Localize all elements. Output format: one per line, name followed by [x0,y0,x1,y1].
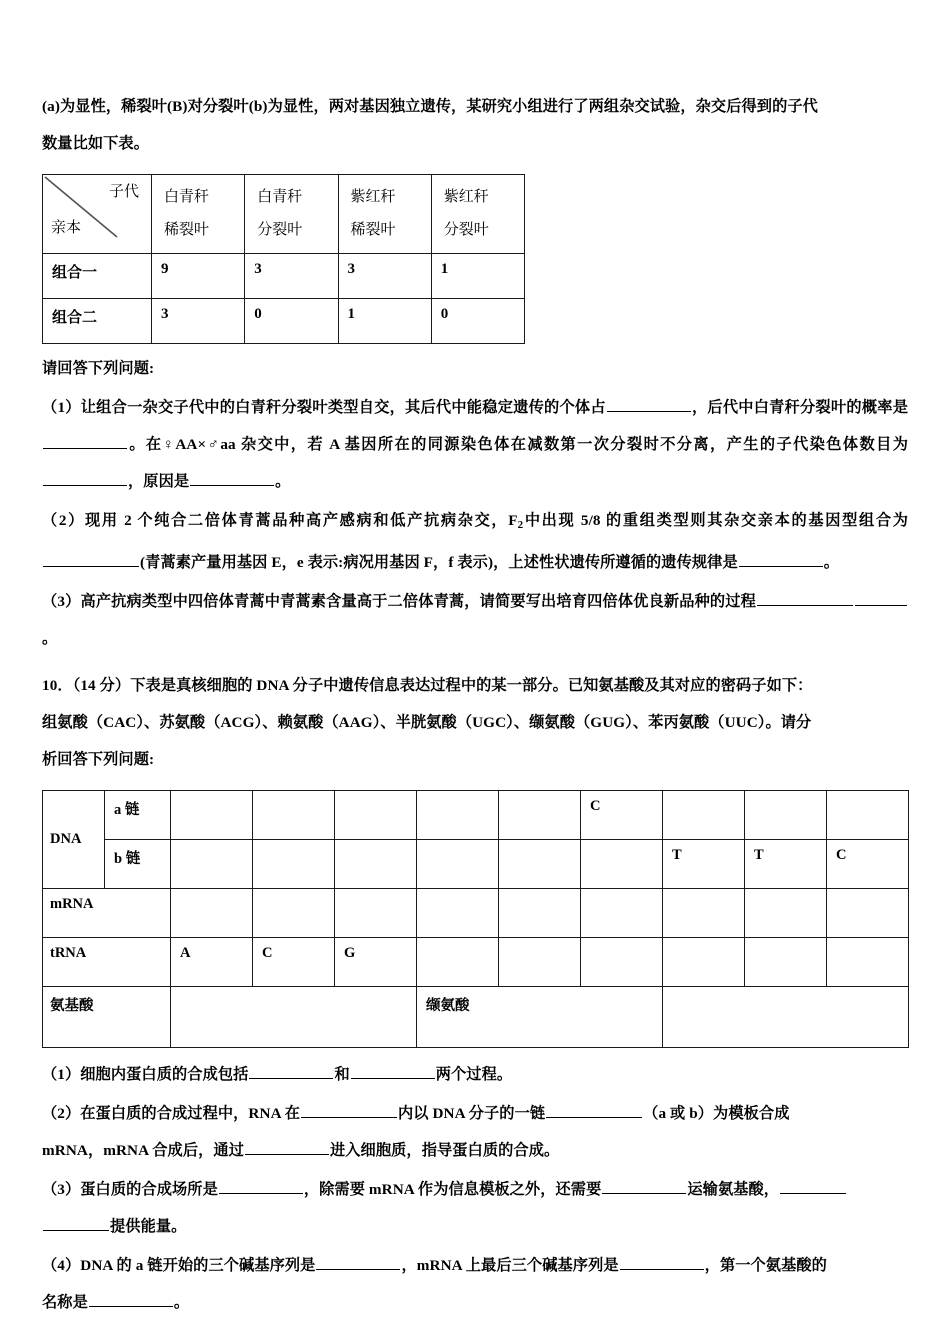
column-header-3-line2: 稀裂叶 [350,222,396,238]
question-10-part-1 [42,1056,908,1093]
table-row-trna [43,938,909,987]
q9-p1-text-g: 。 [275,473,291,490]
q9-p1-text-f: ，原因是 [128,473,190,490]
q10-sub3-text-b: ，除需要 mRNA 作为信息模板之外，还需要 [303,1181,602,1199]
cell-aa-group-1[interactable] [171,987,417,1048]
row-label-dna: DNA [43,791,105,889]
q10-sub2-text-e: 进入细胞质，指导蛋白质的合成。 [329,1142,560,1160]
q10-sub1-text-b: 和 [334,1066,350,1084]
answer-blank[interactable] [316,1253,400,1270]
column-header-1-line2: 稀裂叶 [164,222,210,238]
cell-mrna-6[interactable] [581,889,663,938]
q10-sub3-text-d: 提供能量。 [110,1218,187,1236]
intro-paragraph [42,88,908,125]
answer-blank[interactable] [351,1062,435,1079]
answer-prompt: 请回答下列问题: [42,360,155,377]
row-label-combination-2: 组合二 [43,299,152,344]
q10-stem-line-3: 析回答下列问题: [42,751,155,769]
column-header-2-line1: 白青秆 [257,189,303,205]
answer-blank[interactable] [190,469,274,486]
answer-blank[interactable] [855,589,907,606]
cell-a-6[interactable]: C [581,791,663,840]
column-header-4-line2: 分裂叶 [443,222,489,238]
q10-sub4-text-d: 名称是 [42,1294,88,1312]
cell-b-5[interactable] [499,840,581,889]
row-label-chain-b: b 链 [105,840,171,889]
cell-trna-3[interactable]: G [335,938,417,987]
column-header-2-line2: 分裂叶 [257,222,303,238]
intro-line-2: 数量比如下表。 [42,135,150,152]
answer-blank[interactable] [780,1177,846,1194]
intro-paragraph-cont [42,125,908,162]
cell-b-7[interactable]: T [663,840,745,889]
q10-sub2-text-b: 内以 DNA 分子的一链 [397,1105,546,1123]
q9-p1-text-d: 。在♀AA×♂aa 杂交中，若 A 基因所在的同源染色体在减数第一次分裂时不分离，产生的子代 [128,436,810,453]
cell-trna-2[interactable]: C [253,938,335,987]
cell-mrna-8[interactable] [745,889,827,938]
answer-blank[interactable] [301,1101,397,1118]
cell-b-2[interactable] [253,840,335,889]
q9-p2-subscript: 2 [517,519,524,532]
q9-p1-text-e: 染色体数目为 [809,436,908,453]
cell-trna-1[interactable]: A [171,938,253,987]
question-10-part-3 [42,1171,908,1208]
answer-blank[interactable] [245,1138,329,1155]
cell-b-1[interactable] [171,840,253,889]
gene-expression-table [42,790,909,1048]
row-label-mrna: mRNA [43,889,171,938]
column-header-3 [338,175,431,254]
cell-a-3[interactable] [335,791,417,840]
question-10-stem-cont [42,704,908,741]
cell-trna-8[interactable] [745,938,827,987]
cell-a-5[interactable] [499,791,581,840]
question-9-part-1 [42,389,908,500]
cell-a-1[interactable] [171,791,253,840]
q10-stem-line-2: 组氨酸（CAC）、苏氨酸（ACG）、赖氨酸（AAG）、半胱氨酸（UGC）、缬氨酸（GUG）、苯丙氨酸（UUC）。请分 [42,714,812,732]
answer-blank[interactable] [602,1177,686,1194]
column-header-3-line1: 紫红秆 [350,189,396,205]
q10-sub2-text-c: （a 或 b）为模板合成 [643,1105,790,1123]
answer-blank[interactable] [43,1214,109,1231]
cell-mrna-5[interactable] [499,889,581,938]
intro-line-1: (a)为显性，稀裂叶(B)对分裂叶(b)为显性，两对基因独立遗传，某研究小组进行了两组杂交试验，杂交后得到的子代 [42,98,818,115]
cell-b-6[interactable] [581,840,663,889]
q10-sub3-text-c: 运输氨基酸， [687,1181,780,1199]
page-content [42,88,908,1321]
answer-blank[interactable] [757,589,853,606]
cell-r1c1: 9 [152,254,245,299]
cell-r2c2: 0 [245,299,338,344]
q10-sub4-text-e: 。 [173,1294,190,1312]
q9-p1-text-a: （1）让组合一杂交子代中的白青秆分裂叶类型自交，其后代中能稳定遗传的个体占 [42,399,606,416]
q10-sub4-text-a: （4）DNA 的 a 链开始的三个碱基序列是 [42,1257,316,1275]
cell-trna-6[interactable] [581,938,663,987]
q9-p1-text-c: 叶的概率是 [830,399,908,416]
column-header-4-line1: 紫红秆 [443,189,489,205]
table-row-amino-acid [43,987,909,1048]
cell-mrna-7[interactable] [663,889,745,938]
cell-a-9[interactable] [827,791,909,840]
cell-aa-group-3[interactable] [663,987,909,1048]
q9-p1-text-b: ，后代中白青秆分裂 [691,399,831,416]
corner-label-parent: 亲本 [51,220,82,236]
q9-p2-text-d: 。 [823,554,840,572]
column-header-2 [245,175,338,254]
cell-mrna-1[interactable] [171,889,253,938]
question-10-part-2-cont [42,1132,908,1169]
column-header-4 [431,175,524,254]
question-9-part-2 [42,502,908,581]
cell-trna-7[interactable] [663,938,745,987]
question-9-part-3 [42,583,908,657]
row-label-chain-a: a 链 [105,791,171,840]
question-10-part-2 [42,1095,908,1132]
cell-r2c1: 3 [152,299,245,344]
q9-p2-text-a: （2）现用 2 个纯合二倍体青蒿品种高产感病和低产抗病杂交，F [42,512,518,529]
question-10-stem [42,667,908,704]
question-10-stem-cont2 [42,741,908,778]
cell-trna-9[interactable] [827,938,909,987]
cell-trna-4[interactable] [417,938,499,987]
answer-blank[interactable] [219,1177,303,1194]
cell-b-8[interactable]: T [745,840,827,889]
table-row-dna-b [43,840,909,889]
q10-sub2-text-d: mRNA，mRNA 合成后，通过 [42,1142,244,1160]
cell-a-7[interactable] [663,791,745,840]
q10-sub4-text-c: ，第一个氨基酸的 [704,1257,827,1275]
cell-trna-5[interactable] [499,938,581,987]
q9-p3-text-a: （3）高产抗病类型中四倍体青蒿中青蒿素含量高于二倍体青蒿，请简要写出培育四倍体优良新品种的过程 [42,593,756,611]
corner-label-child: 子代 [108,184,139,200]
table-header-row [43,175,525,254]
cell-r1c3: 3 [338,254,431,299]
cell-mrna-2[interactable] [253,889,335,938]
question-10-part-4 [42,1247,908,1284]
answer-blank[interactable] [620,1253,704,1270]
table-row [43,299,525,344]
corner-diagonal-header [43,175,152,254]
answer-blank[interactable] [89,1290,173,1307]
cell-a-4[interactable] [417,791,499,840]
answer-blank[interactable] [249,1062,333,1079]
cell-mrna-9[interactable] [827,889,909,938]
cell-a-2[interactable] [253,791,335,840]
table-row-mrna [43,889,909,938]
row-label-trna: tRNA [43,938,171,987]
cell-mrna-3[interactable] [335,889,417,938]
answer-blank[interactable] [739,550,823,567]
cross-results-table [42,174,525,344]
q9-p2-text-c: (青蒿素产量用基因 E，e 表示:病况用基因 F，f 表示)，上述性状遗传所遵循的遗传规律是 [140,554,738,572]
cell-r1c2: 3 [245,254,338,299]
cell-mrna-4[interactable] [417,889,499,938]
cell-r1c4: 1 [431,254,524,299]
q10-sub2-text-a: （2）在蛋白质的合成过程中，RNA 在 [42,1105,300,1123]
answer-blank[interactable] [546,1101,642,1118]
q10-sub1-text-c: 两个过程。 [435,1066,513,1084]
cell-aa-group-2[interactable]: 缬氨酸 [417,987,663,1048]
answer-blank[interactable] [607,395,691,412]
column-header-1-line1: 白青秆 [164,189,210,205]
answer-blank[interactable] [43,550,139,567]
question-10-part-4-cont [42,1284,908,1321]
table-row-dna-a [43,791,909,840]
cell-b-3[interactable] [335,840,417,889]
q10-sub1-text-a: （1）细胞内蛋白质的合成包括 [42,1066,249,1084]
table-row [43,254,525,299]
q10-sub3-text-a: （3）蛋白质的合成场所是 [42,1181,218,1199]
q10-stem-line-1: 10．（14 分）下表是真核细胞的 DNA 分子中遗传信息表达过程中的某一部分。已知氨基酸及其对应的密码子如下： [42,677,813,695]
cell-r2c4: 0 [431,299,524,344]
row-label-combination-1: 组合一 [43,254,152,299]
q9-p2-text-b: 中出现 5/8 的重组类型则其杂交亲本的基因型组合为 [523,512,908,529]
cell-b-9[interactable]: C [827,840,909,889]
cell-b-4[interactable] [417,840,499,889]
answer-blank[interactable] [43,432,127,449]
row-label-amino-acid: 氨基酸 [43,987,171,1048]
answer-blank[interactable] [43,469,127,486]
cell-a-8[interactable] [745,791,827,840]
cell-r2c3: 1 [338,299,431,344]
column-header-1 [152,175,245,254]
q9-p3-text-b: 。 [42,630,58,648]
question-10-part-3-cont [42,1208,908,1245]
q10-sub4-text-b: ，mRNA 上最后三个碱基序列是 [401,1257,619,1275]
